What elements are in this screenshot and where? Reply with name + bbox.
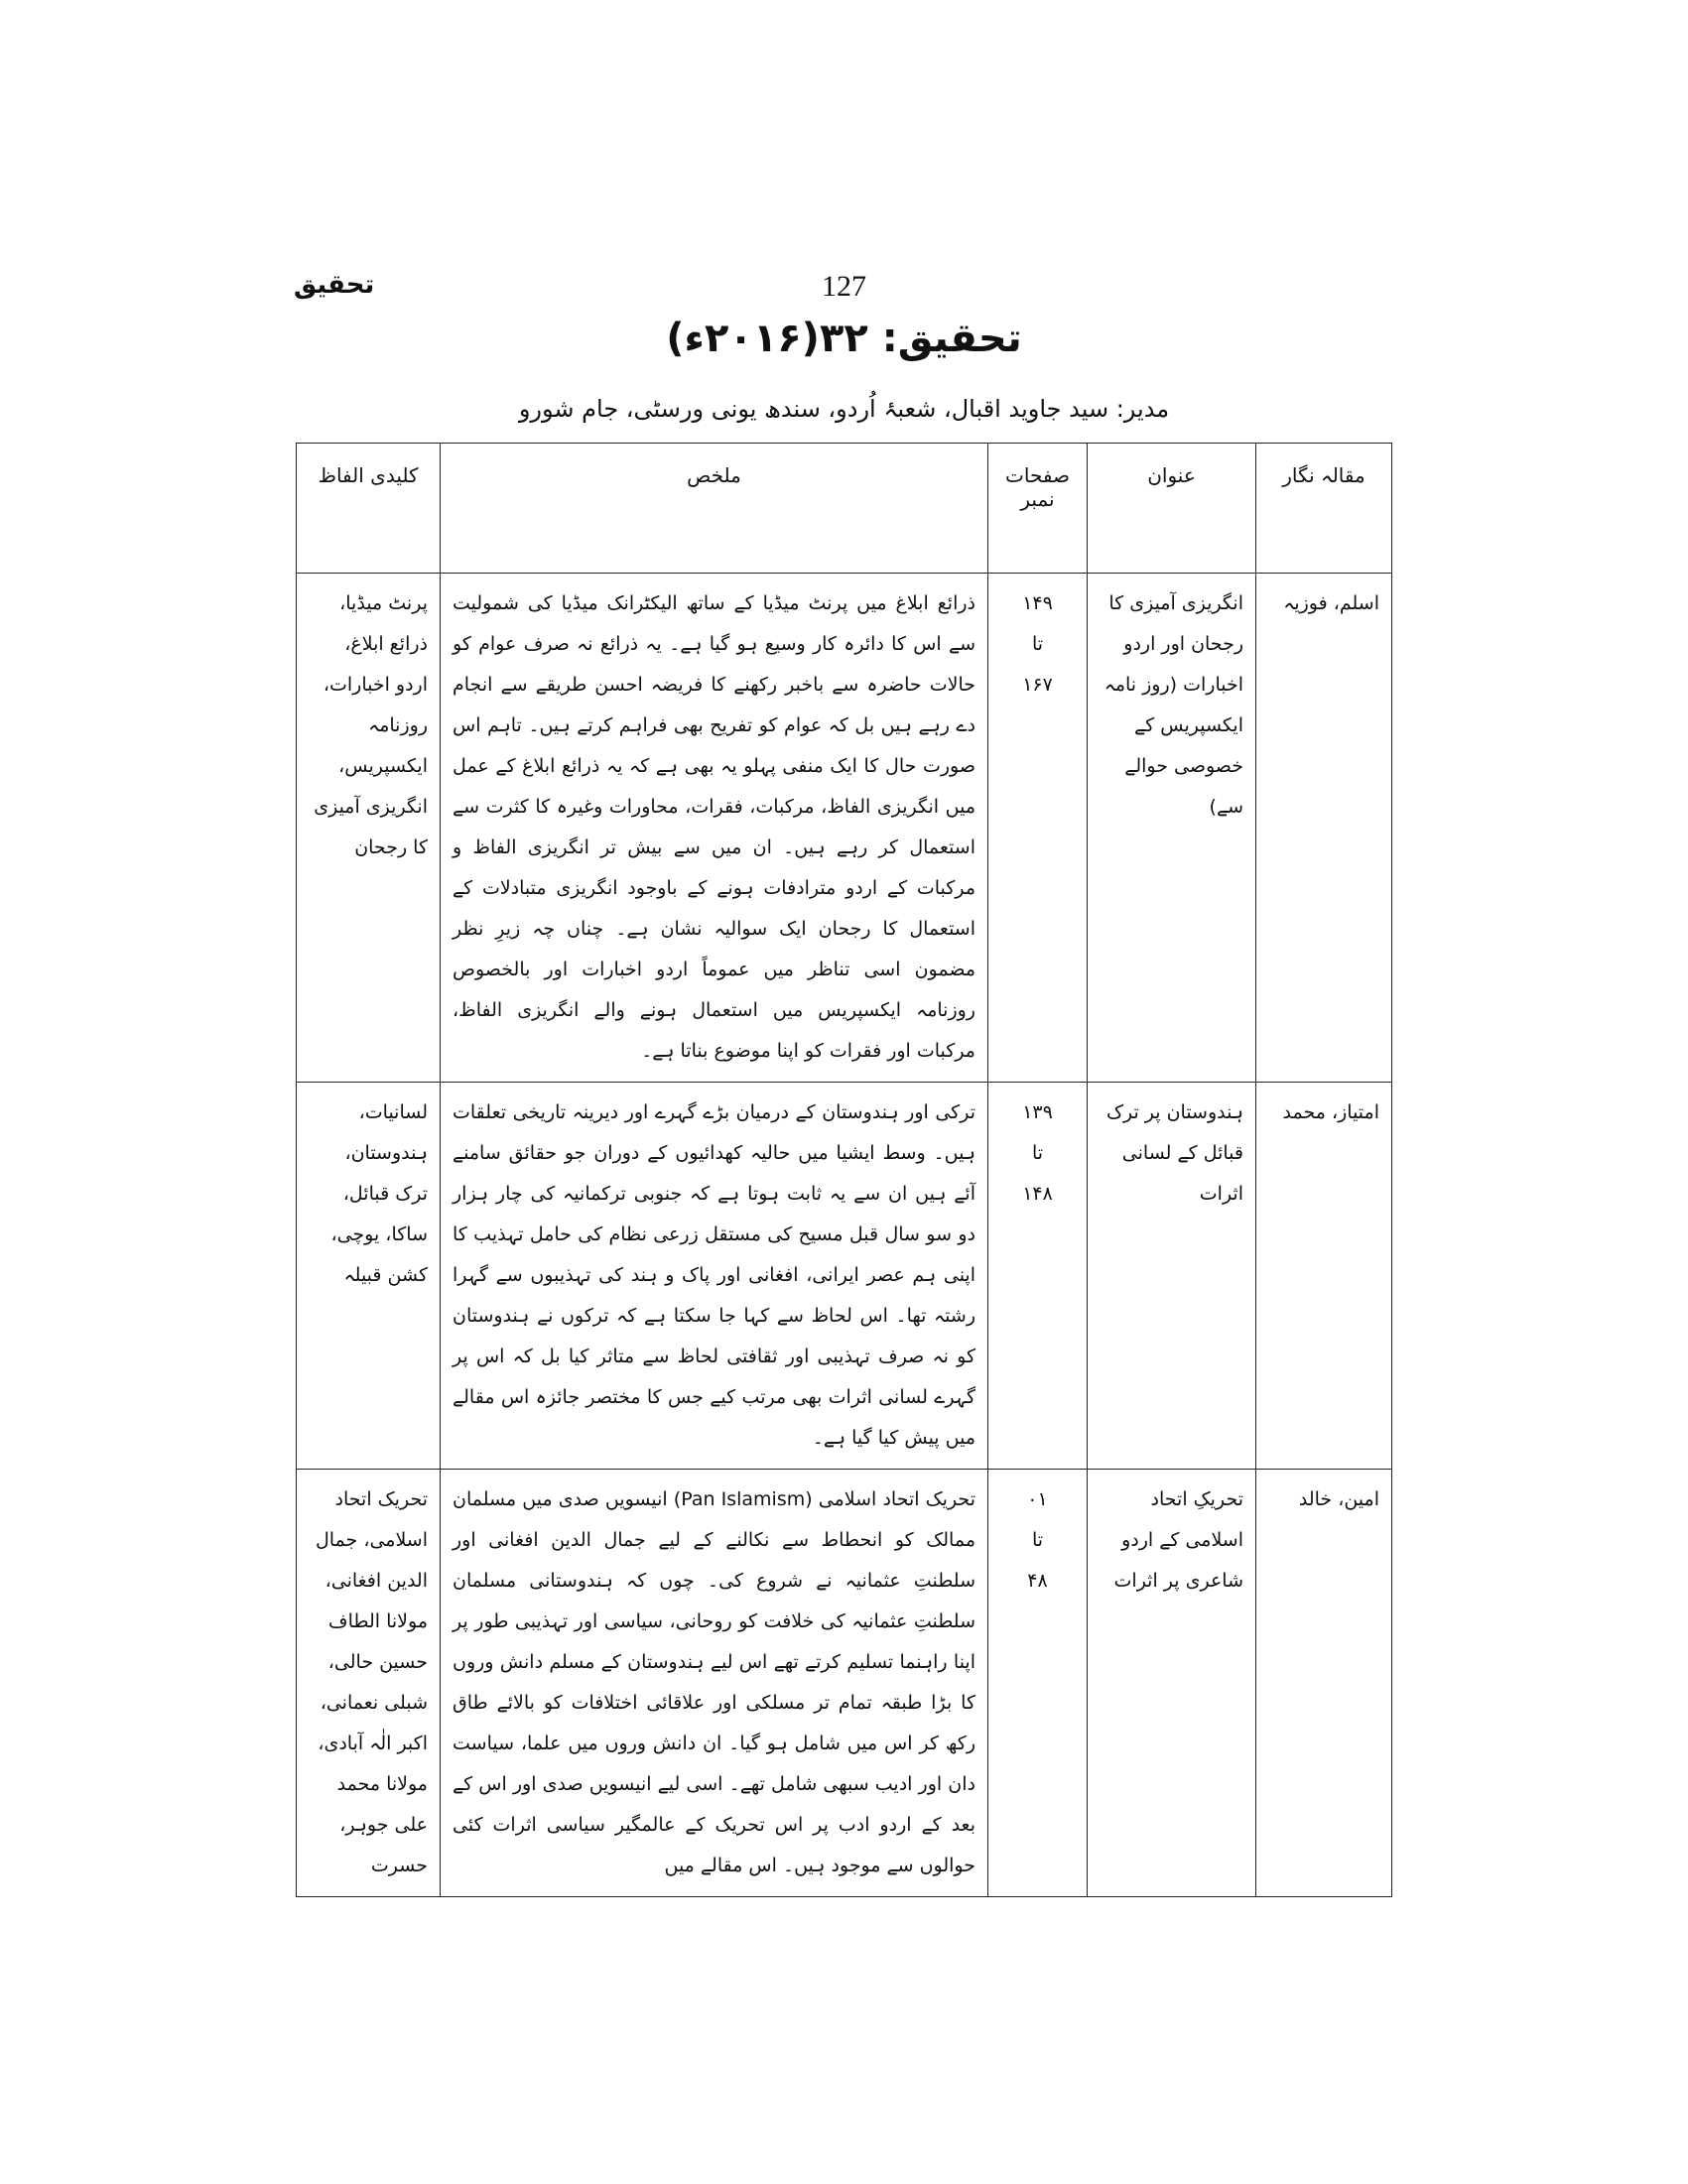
pages-separator: تا	[1031, 633, 1044, 655]
pages-separator: تا	[1031, 1529, 1044, 1551]
running-head: تحقیق	[294, 270, 375, 300]
article-index-table	[296, 443, 1392, 1897]
pages-from: ۱۳۹	[1022, 1101, 1053, 1123]
pages-cell	[988, 574, 1088, 1083]
pages-to: ۱۴۸	[1022, 1183, 1053, 1205]
keywords-cell: تحریک اتحاد اسلامی، جمال الدین افغانی، مولانا الطاف حسین حالی، شبلی نعمانی، اکبر الٰہ آبادی، مولانا محمد علی جوہر، حسرت	[297, 1470, 441, 1897]
column-header-title: عنوان	[1088, 444, 1256, 574]
pages-from: ۱۴۹	[1022, 592, 1053, 614]
pages-cell	[988, 1470, 1088, 1897]
table-row	[297, 1083, 1392, 1470]
column-header-pages: صفحات نمبر	[988, 444, 1088, 574]
summary-cell: ترکی اور ہندوستان کے درمیان بڑے گہرے اور دیرینہ تاریخی تعلقات ہیں۔ وسط ایشیا میں حالیہ کھدائیوں کے دوران جو حقائق سامنے آئے ہیں ان سے یہ ثابت ہوتا ہے کہ جنوبی ترکمانیہ کی چار ہزار دو سو سال قبل مسیح کی مستقل زرعی نظام کی حامل تہذیب کا اپنی ہم عصر ایرانی، افغانی اور پاک و ہند کی تہذیبوں سے گہرا رشتہ تھا۔ اس لحاظ سے کہا جا سکتا ہے کہ ترکوں نے ہندوستان کو نہ صرف تہذیبی اور ثقافتی لحاظ سے متاثر کیا بل کہ اس پر گہرے لسانی اثرات بھی مرتب کیے جس کا مختصر جائزہ اس مقالے میں پیش کیا گیا ہے۔	[441, 1083, 988, 1470]
column-header-keywords: کلیدی الفاظ	[297, 444, 441, 574]
table-header-row	[297, 444, 1392, 574]
column-header-summary: ملخص	[441, 444, 988, 574]
page-number: 127	[822, 270, 866, 303]
summary-cell: تحریک اتحاد اسلامی (Pan Islamism) انیسویں صدی میں مسلمان ممالک کو انحطاط سے نکالنے کے لیے جمال الدین افغانی اور سلطنتِ عثمانیہ نے شروع کی۔ چوں کہ ہندوستانی مسلمان سلطنتِ عثمانیہ کی خلافت کو روحانی، سیاسی اور تہذیبی طور پر اپنا راہنما تسلیم کرتے تھے اس لیے ہندوستان کے مسلم دانش وروں کا بڑا طبقہ تمام تر مسلکی اور علاقائی اختلافات کو بالائے طاق رکھ کر اس میں شامل ہو گیا۔ ان دانش وروں میں علما، سیاست دان اور ادیب سبھی شامل تھے۔ اسی لیے انیسویں صدی اور اس کے بعد کے اردو ادب پر اس تحریک کے عالمگیر سیاسی اثرات کئی حوالوں سے موجود ہیں۔ اس مقالے میں	[441, 1470, 988, 1897]
pages-separator: تا	[1031, 1142, 1044, 1164]
pages-cell	[988, 1083, 1088, 1470]
table-row	[297, 574, 1392, 1083]
author-cell: امتیاز، محمد	[1256, 1083, 1392, 1470]
journal-title: تحقیق: ۳۲(۲۰۱۶ء)	[666, 316, 1022, 361]
pages-to: ۱۶۷	[1022, 674, 1053, 696]
title-cell: ہندوستان پر ترک قبائل کے لسانی اثرات	[1088, 1083, 1256, 1470]
summary-cell: ذرائع ابلاغ میں پرنٹ میڈیا کے ساتھ الیکٹرانک میڈیا کی شمولیت سے اس کا دائرہ کار وسیع ہو گیا ہے۔ یہ ذرائع نہ صرف عوام کو حالات حاضرہ سے باخبر رکھنے کا فریضہ احسن طریقے سے انجام دے رہے ہیں بل کہ عوام کو تفریح بھی فراہم کرتے ہیں۔ تاہم اس صورت حال کا ایک منفی پہلو یہ بھی ہے کہ یہ ذرائع ابلاغ کے عمل میں انگریزی الفاظ، مرکبات، فقرات، محاورات وغیرہ کا کثرت سے استعمال کر رہے ہیں۔ ان میں سے بیش تر انگریزی الفاظ و مرکبات کے اردو مترادفات ہونے کے باوجود انگریزی متبادلات کے استعمال کا رجحان ایک سوالیہ نشان ہے۔ چناں چہ زیرِ نظر مضمون اسی تناظر میں عموماً اردو اخبارات اور بالخصوص روزنامہ ایکسپریس میں استعمال ہونے والے انگریزی الفاظ، مرکبات اور فقرات کو اپنا موضوع بناتا ہے۔	[441, 574, 988, 1083]
author-cell: اسلم، فوزیہ	[1256, 574, 1392, 1083]
column-header-author: مقالہ نگار	[1256, 444, 1392, 574]
author-cell: امین، خالد	[1256, 1470, 1392, 1897]
editor-line: مدیر: سید جاوید اقبال، شعبۂ اُردو، سندھ یونی ورسٹی، جام شورو	[518, 395, 1170, 423]
keywords-cell: پرنٹ میڈیا، ذرائع ابلاغ، اردو اخبارات، روزنامہ ایکسپریس، انگریزی آمیزی کا رجحان	[297, 574, 441, 1083]
title-cell: انگریزی آمیزی کا رجحان اور اردو اخبارات (روز نامہ ایکسپریس کے خصوصی حوالے سے)	[1088, 574, 1256, 1083]
table-row	[297, 1470, 1392, 1897]
keywords-cell: لسانیات، ہندوستان، ترک قبائل، ساکا، یوچی، کشن قبیلہ	[297, 1083, 441, 1470]
pages-from: ۰۱	[1027, 1488, 1048, 1510]
title-cell: تحریکِ اتحاد اسلامی کے اردو شاعری پر اثرات	[1088, 1470, 1256, 1897]
pages-to: ۴۸	[1027, 1570, 1048, 1592]
